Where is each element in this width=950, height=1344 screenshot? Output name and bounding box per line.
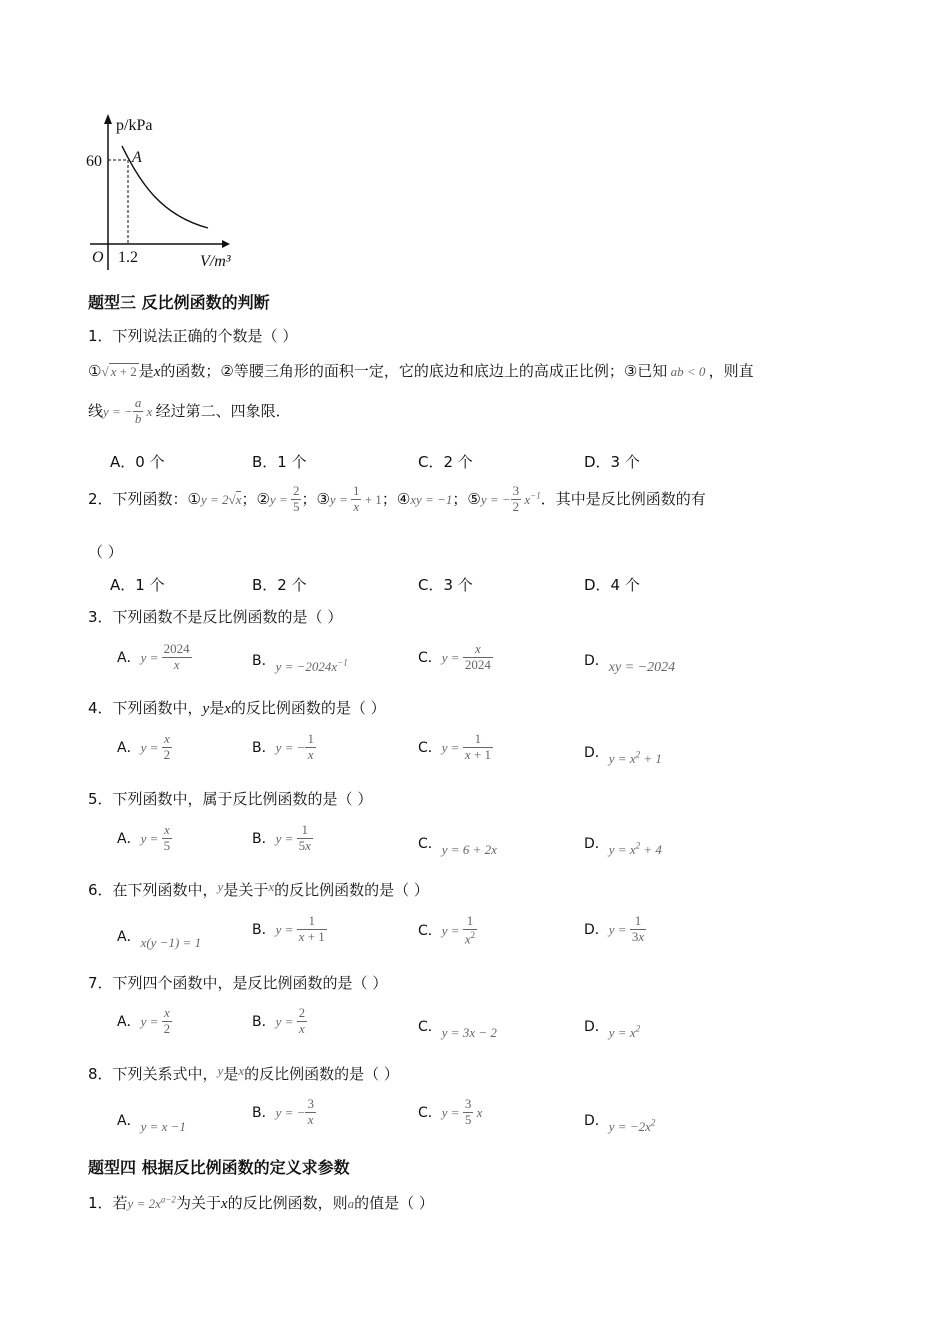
s3-q3-option-a[interactable]: A．y = $\frac{2024}{x}$ <box>117 641 190 672</box>
s3-q4-option-a[interactable]: A．y = $\frac{x}{2}$ <box>117 731 171 762</box>
s3-q4-stem: 4．下列函数中，y是x的反比例函数的是（ ） <box>88 699 386 717</box>
s3-q7-option-d[interactable]: D．$y = x^2$ <box>584 1019 641 1040</box>
s3-q1-option-d[interactable]: D．3 个 <box>584 453 640 471</box>
s3-q3-stem: 3．下列函数不是反比例函数的是（ ） <box>88 608 343 626</box>
x-tick-label: 1.2 <box>118 249 138 266</box>
s3-q1-line3: 线y = − $\frac{a}{b}$ x 经过第二、四象限． <box>88 395 291 426</box>
s3-q6-stem: 6．在下列函数中，y是关于x的反比例函数的是（ ） <box>88 879 429 899</box>
s3-q7-option-a[interactable]: A．y = $\frac{x}{2}$ <box>117 1005 171 1036</box>
s3-q2-option-c[interactable]: C．3 个 <box>418 576 473 594</box>
pressure-volume-graph <box>80 110 250 270</box>
s3-q5-option-c[interactable]: C．y = 6 + 2x <box>418 836 497 857</box>
y-axis-arrow <box>104 114 112 124</box>
s3-q2-paren: （ ） <box>88 543 123 561</box>
s4-q1-stem: 1．若$y = 2x^{a-2}$为关于x的反比例函数，则a的值是（ ） <box>88 1194 434 1212</box>
section4-title: 题型四 根据反比例函数的定义求参数 <box>88 1158 350 1177</box>
x-axis-arrow <box>222 240 230 248</box>
s3-q2-option-b[interactable]: B．2 个 <box>252 576 307 594</box>
s3-q4-option-d[interactable]: D．$y = x^2 + 1$ <box>584 745 662 766</box>
s3-q7-stem: 7．下列四个函数中，是反比例函数的是（ ） <box>88 974 388 992</box>
s3-q8-option-a[interactable]: A．y = x −1 <box>117 1113 186 1134</box>
s3-q6-option-a[interactable]: A．x(y −1) = 1 <box>117 929 202 950</box>
y-axis-label: p/kPa <box>116 117 153 134</box>
x-axis-label: V/m³ <box>200 253 231 270</box>
s3-q8-option-d[interactable]: D．$y = -2x^2$ <box>584 1113 656 1134</box>
s3-q8-option-c[interactable]: C．y = $\frac{3}{5}$ x <box>418 1096 483 1127</box>
s3-q7-option-b[interactable]: B．y = $\frac{2}{x}$ <box>252 1005 306 1036</box>
s3-q1-option-a[interactable]: A．0 个 <box>110 453 165 471</box>
s3-q3-option-b[interactable]: B．$y = -2024x^{-1}$ <box>252 653 348 674</box>
origin-label: O <box>92 249 104 266</box>
s3-q2-option-d[interactable]: D．4 个 <box>584 576 640 594</box>
s3-q3-option-d[interactable]: D．xy = −2024 <box>584 653 676 675</box>
s3-q6-option-d[interactable]: D．y = $\frac{1}{3x}$ <box>584 913 645 944</box>
s3-q5-option-d[interactable]: D．$y = x^2 + 4$ <box>584 836 662 857</box>
s3-q1-line2: ①√ x + 2 是x的函数；②等腰三角形的面积一定，它的底边和底边上的高成正比例；③已知 ab < 0 ，则直 <box>88 362 754 380</box>
s3-q5-option-b[interactable]: B．y = $\frac{1}{5x}$ <box>252 822 311 853</box>
s3-q1-option-c[interactable]: C．2 个 <box>418 453 473 471</box>
section3-title: 题型三 反比例函数的判断 <box>88 293 270 312</box>
s3-q4-option-c[interactable]: C．y = $\frac{1}{x + 1}$ <box>418 731 491 762</box>
s3-q8-stem: 8．下列关系式中，y是x的反比例函数的是（ ） <box>88 1063 399 1083</box>
y-tick-label: 60 <box>86 153 102 170</box>
s3-q1-stem: 1．下列说法正确的个数是（ ） <box>88 327 298 345</box>
s3-q2-stem: 2．下列函数：①y = 2√x；②y = $\frac{2}{5}$ ；③y = $\frac{1}{x}$ + 1；④xy = −1；⑤y = − $\frac{3}{2}$ $x^{-1}$．其中是反比例函数的有 <box>88 483 706 514</box>
s3-q4-option-b[interactable]: B．y = − $\frac{1}{x}$ <box>252 731 314 762</box>
s3-q2-option-a[interactable]: A．1 个 <box>110 576 165 594</box>
s3-q5-stem: 5．下列函数中，属于反比例函数的是（ ） <box>88 790 373 808</box>
s3-q7-option-c[interactable]: C．y = 3x − 2 <box>418 1019 497 1040</box>
point-label: A <box>132 149 142 166</box>
s3-q6-option-b[interactable]: B．y = $\frac{1}{x + 1}$ <box>252 913 325 944</box>
s3-q5-option-a[interactable]: A．y = $\frac{x}{5}$ <box>117 822 171 853</box>
s3-q1-option-b[interactable]: B．1 个 <box>252 453 307 471</box>
s3-q8-option-b[interactable]: B．y = − $\frac{3}{x}$ <box>252 1096 314 1127</box>
s3-q6-option-c[interactable]: C．y = $\frac{1}{x^2}$ <box>418 913 476 947</box>
s3-q3-option-c[interactable]: C．y = $\frac{x}{2024}$ <box>418 641 491 672</box>
